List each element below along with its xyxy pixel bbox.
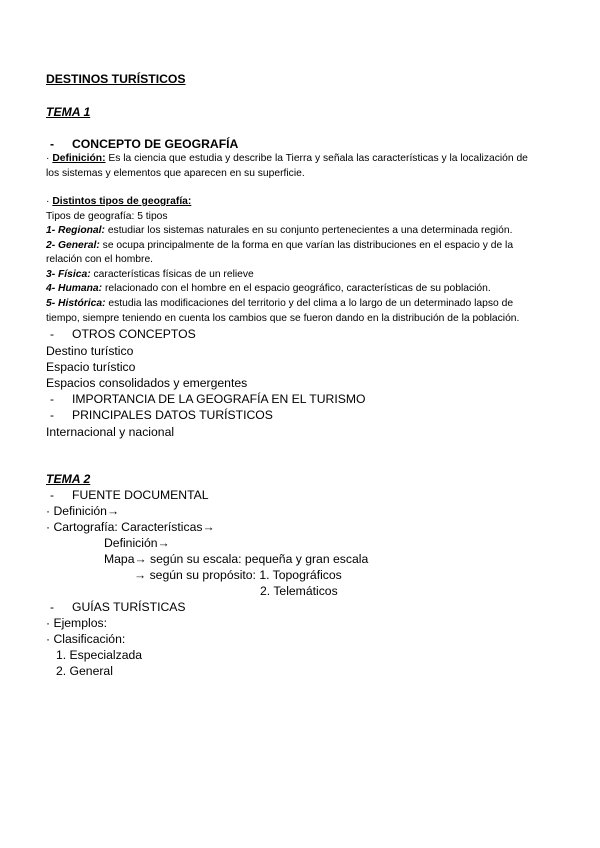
bullet-dash: -	[50, 327, 55, 341]
definicion-line-1	[46, 154, 528, 164]
concepto-section-title	[50, 138, 238, 150]
tipo-text: se ocupa principalmente de la forma en que varían las distribuciones en el espacio y de la	[102, 240, 514, 251]
fuente-cartografia: · Cartografía: Características→	[46, 520, 215, 534]
definicion-line-2: los sistemas y elementos que aparecen en su superficie.	[46, 168, 305, 179]
tipo-item-general-cont: relación con el hombre.	[46, 254, 154, 265]
tipo-text: estudia las modificaciones del territorio y del clima a lo largo de un determinado lapso de	[108, 298, 514, 309]
datos-section-title	[50, 409, 273, 421]
tipos-label-line	[46, 197, 191, 207]
bullet-dot: ·	[46, 153, 50, 164]
bullet-dash: -	[50, 488, 55, 502]
guias-title: GUÍAS TURÍSTICAS	[72, 600, 186, 614]
otros-section-title	[50, 328, 196, 340]
datos-line: Internacional y nacional	[46, 425, 175, 439]
tipo-item-historica-cont: tiempo, siempre teniendo en cuenta los cambios que se fueron dando en la distribución de la población.	[46, 313, 520, 324]
tipo-label: 4- Humana:	[46, 283, 103, 294]
tema1-heading: TEMA 1	[46, 105, 91, 119]
tipo-label: 5- Histórica:	[46, 298, 106, 309]
tipo-text: características físicas de un relieve	[93, 269, 254, 280]
document-title: DESTINOS TURÍSTICOS	[46, 72, 186, 86]
fuente-telematicos: 2. Telemáticos	[260, 584, 338, 598]
bullet-dash: -	[50, 600, 55, 614]
guias-ejemplos: · Ejemplos:	[46, 616, 107, 630]
tema2-heading: TEMA 2	[46, 472, 91, 486]
otros-line: Espacio turístico	[46, 360, 136, 374]
tipo-item-humana	[46, 284, 491, 294]
definicion-text-1: Es la ciencia que estudia y describe la Tierra y señala las características y la localización de	[108, 153, 528, 164]
tipo-text: estudiar los sistemas naturales en su conjunto pertenecientes a una determinada región.	[107, 225, 513, 236]
tipos-label: Distintos tipos de geografía:	[52, 196, 192, 207]
tipo-label: 1- Regional:	[46, 225, 105, 236]
otros-line: Espacios consolidados y emergentes	[46, 376, 248, 390]
fuente-sub-definicion: Definición→	[104, 536, 170, 550]
tipo-label: 3- Física:	[46, 269, 91, 280]
datos-title: PRINCIPALES DATOS TURÍSTICOS	[72, 408, 273, 422]
fuente-title: FUENTE DOCUMENTAL	[72, 488, 209, 502]
bullet-dash: -	[50, 137, 55, 151]
otros-line: Destino turístico	[46, 344, 134, 358]
tipo-item-historica	[46, 299, 513, 309]
definicion-label: Definición:	[52, 153, 106, 164]
tipo-item-regional	[46, 226, 513, 236]
tipo-text: relacionado con el hombre en el espacio geográfico, características de su población.	[104, 283, 491, 294]
tipo-item-general	[46, 241, 513, 251]
guias-section-title	[50, 601, 186, 613]
guias-item: 1. Especialzada	[56, 648, 143, 662]
fuente-section-title	[50, 489, 209, 501]
bullet-dash: -	[50, 408, 55, 422]
fuente-mapa: Mapa→ según su escala: pequeña y gran escala	[104, 552, 369, 566]
tipo-label: 2- General:	[46, 240, 100, 251]
importancia-section-title	[50, 393, 365, 405]
importancia-title: IMPORTANCIA DE LA GEOGRAFÍA EN EL TURISMO	[72, 392, 366, 406]
fuente-proposito: → según su propósito: 1. Topográficos	[134, 568, 342, 582]
concepto-title: CONCEPTO DE GEOGRAFÍA	[72, 137, 239, 151]
tipo-item-fisica	[46, 270, 254, 280]
guias-clasificacion: · Clasificación:	[46, 632, 126, 646]
otros-title: OTROS CONCEPTOS	[72, 327, 196, 341]
fuente-definicion: · Definición→	[46, 504, 120, 518]
guias-item: 2. General	[56, 664, 113, 678]
bullet-dash: -	[50, 392, 55, 406]
bullet-dot: ·	[46, 196, 50, 207]
tipos-count: Tipos de geografía: 5 tipos	[46, 211, 168, 222]
